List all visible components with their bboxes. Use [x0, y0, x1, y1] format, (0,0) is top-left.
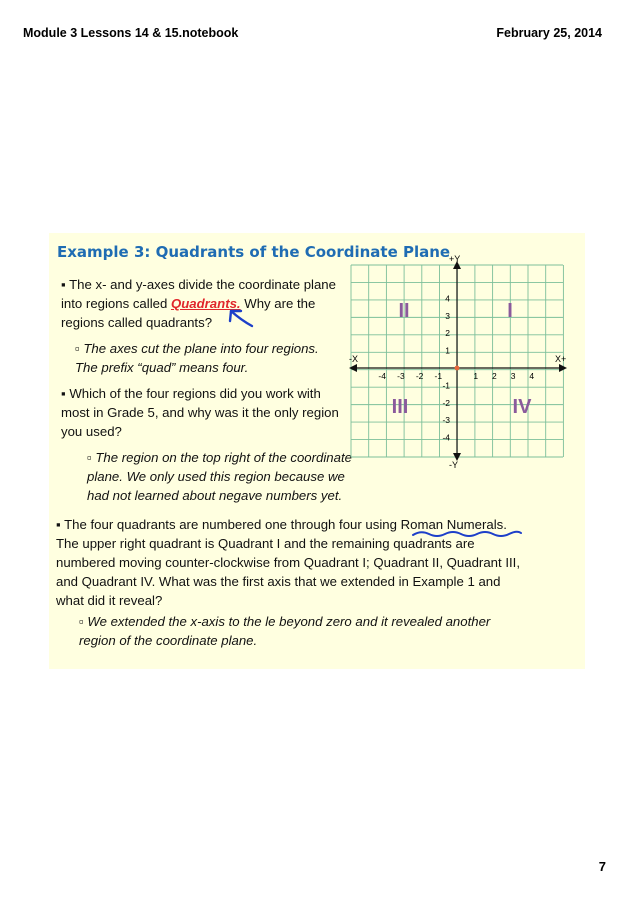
x-tick-label: -1 — [434, 371, 443, 381]
axis-label-x-pos: X+ — [555, 354, 567, 364]
example-card — [49, 233, 585, 669]
hollow-bullet: ▫ — [79, 614, 84, 629]
answer-1-line-2: The prefix “quad” means four. — [75, 360, 249, 375]
bullet-3-line-2: The upper right quadrant is Quadrant I and the remaining quadrants are — [56, 536, 475, 551]
bullet-text: The x- and y-axes divide the coordinate plane — [69, 277, 336, 292]
quadrant-label-ii: II — [398, 300, 410, 322]
coordinate-plane — [351, 255, 583, 469]
answer-text: We extended the x‑axis to the le beyond zero and it revealed another — [87, 614, 491, 629]
bullet-text: Why are the — [240, 296, 316, 311]
handwritten-arrow-icon — [225, 307, 255, 329]
quadrant-label-i: I — [507, 300, 513, 322]
bullet-2-line-3: you used? — [61, 424, 122, 439]
handwritten-underline-icon — [411, 529, 523, 539]
y-tick-label: -3 — [442, 415, 450, 426]
square-bullet: ▪ — [56, 517, 61, 532]
answer-3-line-2: region of the coordinate plane. — [79, 633, 258, 648]
x-tick-label: -3 — [397, 371, 405, 381]
bullet-3-line-4: and Quadrant IV. What was the first axis that we extended in Example 1 and — [56, 574, 501, 589]
notebook-title: Module 3 Lessons 14 & 15.notebook — [23, 26, 239, 40]
axis-label-y-pos: +Y — [449, 254, 461, 264]
x-tick-label: 4 — [529, 371, 535, 381]
axis-label-y-neg: -Y — [449, 460, 458, 470]
bullet-2-line-2: most in Grade 5, and why was it the only region — [61, 405, 339, 420]
square-bullet: ▪ — [61, 386, 66, 401]
quadrant-label-iii: III — [391, 396, 409, 418]
y-tick-label: -2 — [442, 397, 450, 408]
x-tick-label: 1 — [473, 371, 479, 381]
hollow-bullet: ▫ — [87, 450, 92, 465]
answer-2-line-3: had not learned about negave numbers yet. — [87, 488, 343, 503]
y-tick-label: -1 — [442, 380, 450, 391]
axis-label-x-neg: -X — [349, 354, 358, 364]
quadrants-term: Quadrants. — [170, 296, 241, 311]
bullet-3-line-3: numbered moving counter‑clockwise from Quadrant I; Quadrant II, Quadrant III, — [56, 555, 520, 570]
answer-text: The axes cut the plane into four regions. — [83, 341, 319, 356]
origin-point — [455, 366, 460, 371]
bullet-text: The four quadrants are numbered one through four using Roman Numerals. — [64, 517, 507, 532]
y-tick-label: 1 — [445, 345, 450, 356]
bullet-text: Which of the four regions did you work with — [69, 386, 321, 401]
x-tick-label: -4 — [378, 371, 386, 381]
y-tick-label: 3 — [445, 310, 450, 321]
x-tick-label: -2 — [415, 371, 424, 381]
quadrant-label-iv: IV — [512, 396, 532, 418]
answer-2-line-2: plane. We only used this region because we — [87, 469, 345, 484]
answer-2-line-1 — [87, 449, 352, 468]
bullet-2-line-1 — [61, 385, 321, 404]
neg-x-axis-arrow-icon — [349, 364, 357, 372]
answer-text: The region on the top right of the coordinate — [95, 450, 352, 465]
answer-1-line-1 — [75, 340, 319, 359]
square-bullet: ▪ — [61, 277, 66, 292]
y-tick-label: 2 — [445, 328, 450, 339]
example-title: Example 3: Quadrants of the Coordinate Plane — [57, 243, 451, 261]
bullet-text: into regions called — [61, 296, 171, 311]
x-tick-label: 2 — [492, 371, 497, 381]
page-date: February 25, 2014 — [496, 26, 602, 40]
bullet-1-line-3: regions called quadrants? — [61, 315, 213, 330]
bullet-3-line-5: what did it reveal? — [56, 593, 163, 608]
y-tick-label: -4 — [442, 432, 450, 443]
y-tick-label: 4 — [445, 293, 450, 304]
page-number: 7 — [598, 859, 606, 874]
answer-3-line-1 — [79, 613, 490, 632]
hollow-bullet: ▫ — [75, 341, 80, 356]
x-tick-label: 3 — [510, 371, 516, 381]
bullet-1-line-2 — [61, 295, 315, 314]
bullet-1-line-1 — [61, 276, 336, 295]
